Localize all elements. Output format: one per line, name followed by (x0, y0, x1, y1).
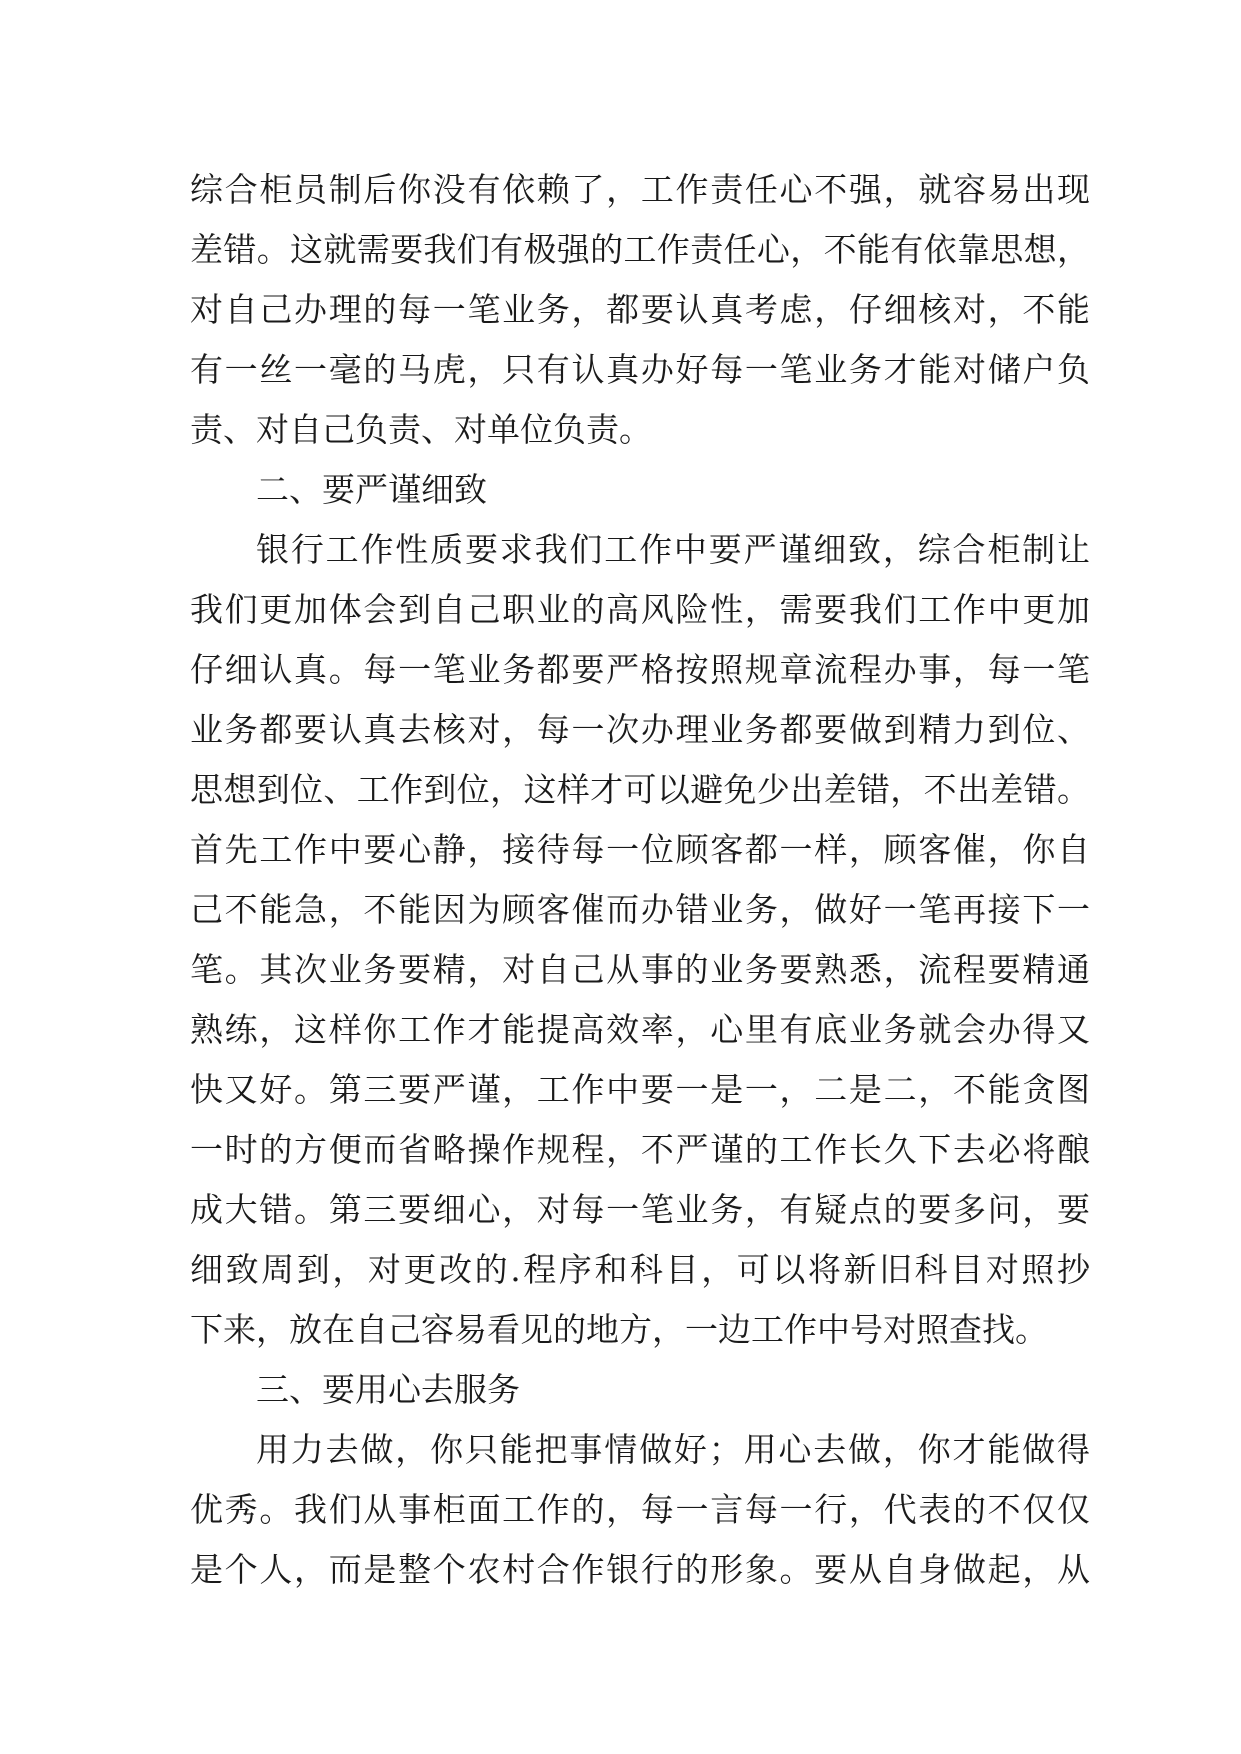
section-heading: 三、要用心去服务 (256, 1370, 520, 1409)
paragraph-line: 是个人，而是整个农村合作银行的形象。要从自身做起，从 (190, 1550, 1090, 1589)
paragraph-line: 业务都要认真去核对，每一次办理业务都要做到精力到位、 (190, 710, 1090, 749)
paragraph-line: 有一丝一毫的马虎，只有认真办好每一笔业务才能对储户负 (190, 350, 1090, 389)
paragraph-line: 细致周到，对更改的.程序和科目，可以将新旧科目对照抄 (190, 1250, 1090, 1289)
paragraph-line: 熟练，这样你工作才能提高效率，心里有底业务就会办得又 (190, 1010, 1090, 1049)
paragraph-line: 笔。其次业务要精，对自己从事的业务要熟悉，流程要精通 (190, 950, 1090, 989)
paragraph-line: 责、对自己负责、对单位负责。 (190, 410, 652, 449)
paragraph-line: 综合柜员制后你没有依赖了，工作责任心不强，就容易出现 (190, 170, 1090, 209)
paragraph-line: 成大错。第三要细心，对每一笔业务，有疑点的要多问，要 (190, 1190, 1090, 1229)
document-body (190, 160, 1090, 1600)
paragraph-line: 用力去做，你只能把事情做好；用心去做，你才能做得 (256, 1430, 1090, 1469)
paragraph-line: 银行工作性质要求我们工作中要严谨细致，综合柜制让 (256, 530, 1090, 569)
paragraph-line: 下来，放在自己容易看见的地方，一边工作中号对照查找。 (190, 1310, 1048, 1349)
paragraph-line: 对自己办理的每一笔业务，都要认真考虑，仔细核对，不能 (190, 290, 1090, 329)
paragraph-line: 首先工作中要心静，接待每一位顾客都一样，顾客催，你自 (190, 830, 1090, 869)
paragraph-line: 仔细认真。每一笔业务都要严格按照规章流程办事，每一笔 (190, 650, 1090, 689)
paragraph-line: 一时的方便而省略操作规程，不严谨的工作长久下去必将酿 (190, 1130, 1090, 1169)
paragraph-line: 差错。这就需要我们有极强的工作责任心，不能有依靠思想， (190, 230, 1090, 269)
paragraph-line: 己不能急，不能因为顾客催而办错业务，做好一笔再接下一 (190, 890, 1090, 929)
paragraph-line: 快又好。第三要严谨，工作中要一是一，二是二，不能贪图 (190, 1070, 1090, 1109)
section-heading: 二、要严谨细致 (256, 470, 487, 509)
paragraph-line: 思想到位、工作到位，这样才可以避免少出差错，不出差错。 (190, 770, 1090, 809)
paragraph-line: 优秀。我们从事柜面工作的，每一言每一行，代表的不仅仅 (190, 1490, 1090, 1529)
paragraph-line: 我们更加体会到自己职业的高风险性，需要我们工作中更加 (190, 590, 1090, 629)
